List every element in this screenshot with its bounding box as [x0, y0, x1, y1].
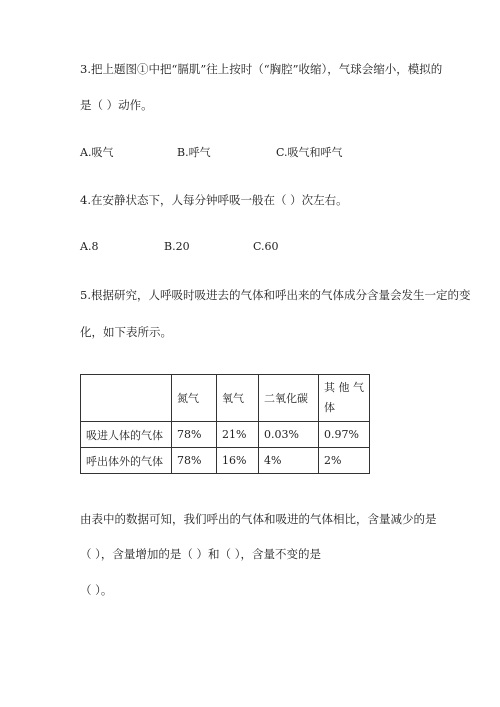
- table-cell: 0.97%: [319, 422, 370, 448]
- table-cell: 78%: [172, 422, 217, 448]
- q5-after-line3: （ ）。: [80, 583, 113, 597]
- q3-option-a: A.吸气: [80, 146, 114, 159]
- q3-option-b: B.呼气: [177, 146, 211, 159]
- table-cell: 4%: [259, 448, 319, 474]
- table-row: [81, 422, 370, 448]
- q4-option-a: A.8: [80, 240, 99, 253]
- table-cell: 0.03%: [259, 422, 319, 448]
- table-cell-label: 吸进人体的气体: [81, 422, 172, 448]
- table-cell: 2%: [319, 448, 370, 474]
- table-header-nitrogen: 氮气: [172, 375, 217, 422]
- table-header-co2: 二氧化碳: [259, 375, 319, 422]
- q3-line1: 3.把上题图①中把“膈肌”往上按时（“胸腔”收缩），气球会缩小，模拟的: [80, 62, 443, 76]
- q4-option-b: B.20: [164, 240, 190, 253]
- q5-line2: 化，如下表所示。: [80, 325, 172, 339]
- table-header-other: 其 他 气 体: [319, 375, 370, 422]
- table-header-row: [81, 375, 370, 422]
- table-row: [81, 448, 370, 474]
- q5-after-line1: 由表中的数据可知，我们呼出的气体和吸进的气体相比，含量减少的是: [80, 512, 437, 526]
- table-cell: 21%: [217, 422, 259, 448]
- q5-line1: 5.根据研究，人呼吸时吸进去的气体和呼出来的气体成分含量会发生一定的变: [80, 288, 471, 302]
- q4-line1: 4.在安静状态下，人每分钟呼吸一般在（ ）次左右。: [80, 193, 348, 207]
- gas-composition-table: [80, 374, 370, 474]
- table-cell-label: 呼出体外的气体: [81, 448, 172, 474]
- q5-after-line2: （ ），含量增加的是（ ）和（ ），含量不变的是: [80, 547, 321, 561]
- q3-line2: 是（ ）动作。: [80, 98, 153, 112]
- table-cell: 78%: [172, 448, 217, 474]
- table-header-oxygen: 氧气: [217, 375, 259, 422]
- q3-option-c: C.吸气和呼气: [276, 146, 343, 159]
- q4-option-c: C.60: [253, 240, 279, 253]
- table-cell: 16%: [217, 448, 259, 474]
- table-header-blank: [81, 375, 172, 422]
